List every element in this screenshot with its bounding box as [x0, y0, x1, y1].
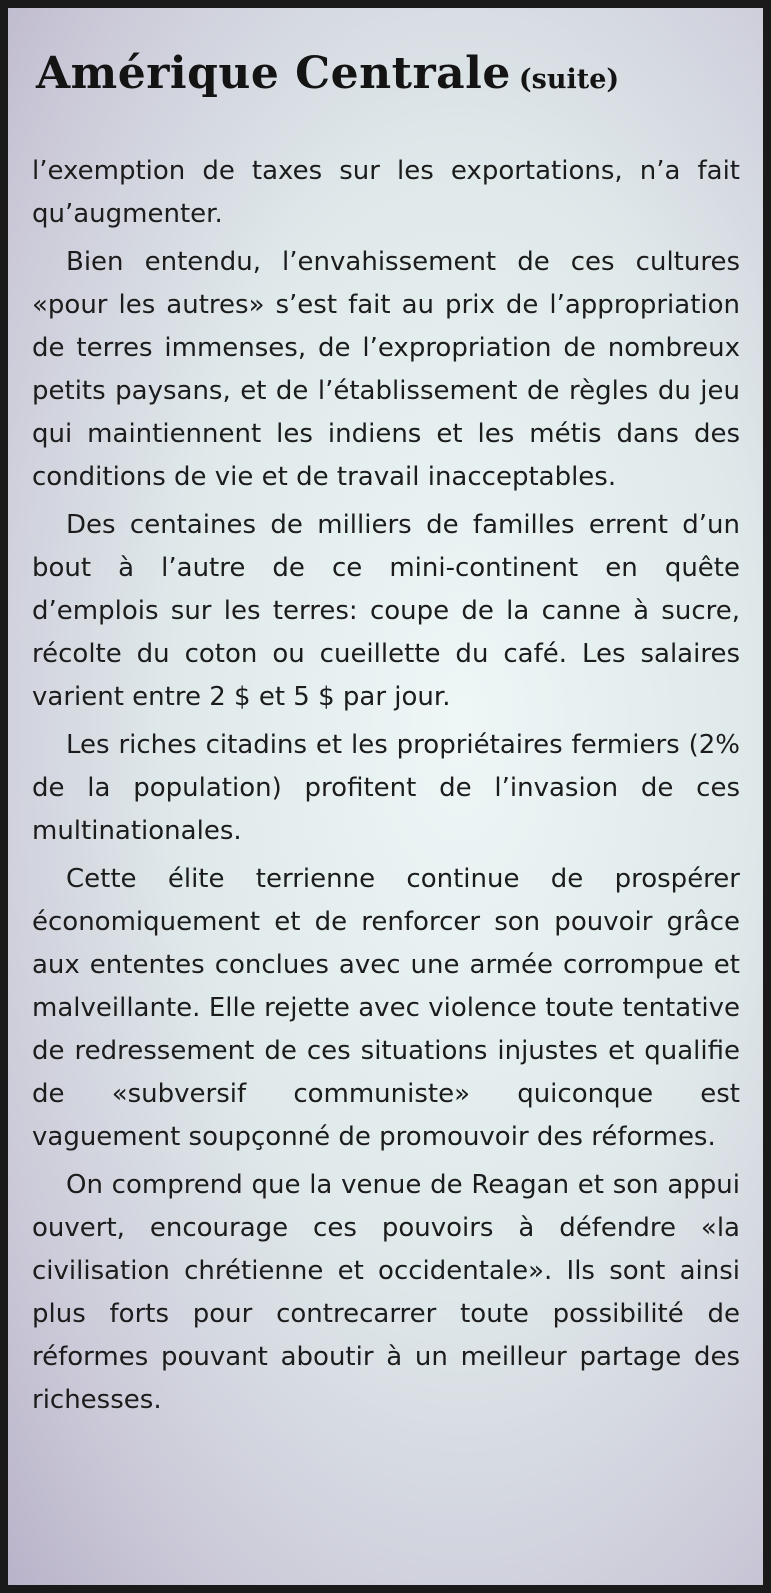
- paragraph: Des centaines de milliers de familles errent d’un bout à l’autre de ce mini-continent en quête d’emplois sur les terres: coupe de la canne à sucre, récolte du coton ou cueillette du café. Les salaires varient entre 2 $ et 5 $ par jour.: [32, 510, 740, 712]
- paragraph: Bien entendu, l’envahissement de ces cultures «pour les autres» s’est fait au prix de l’appropriation de terres immenses, de l’expropriation de nombreux petits paysans, et de l’établissement de règles du jeu qui maintiennent les indiens et les métis dans des conditions de vie et de travail inacceptables.: [32, 247, 740, 492]
- paragraph: Les riches citadins et les propriétaires fermiers (2% de la population) profitent de l’invasion de ces multinationales.: [32, 730, 740, 846]
- headline: [36, 48, 746, 99]
- paragraph: l’exemption de taxes sur les exportations, n’a fait qu’augmenter.: [32, 156, 740, 229]
- paragraph: On comprend que la venue de Reagan et son appui ouvert, encourage ces pouvoirs à défendre «la civilisation chrétienne et occidentale». Ils sont ainsi plus forts pour contrecarrer toute possibilité de réformes pouvant aboutir à un meilleur partage des richesses.: [32, 1170, 740, 1415]
- newspaper-clipping: [8, 8, 763, 1585]
- article-title: Amérique Centrale: [36, 48, 511, 99]
- article-body: [32, 150, 740, 1427]
- paragraph: Cette élite terrienne continue de prospérer économiquement et de renforcer son pouvoir grâce aux ententes conclues avec une armée corrompue et malveillante. Elle rejette avec violence toute tentative de redressement de ces situations injustes et qualifie de «subversif communiste» quiconque est vaguement soupçonné de promouvoir des réformes.: [32, 864, 740, 1152]
- article-title-suffix: (suite): [518, 64, 620, 95]
